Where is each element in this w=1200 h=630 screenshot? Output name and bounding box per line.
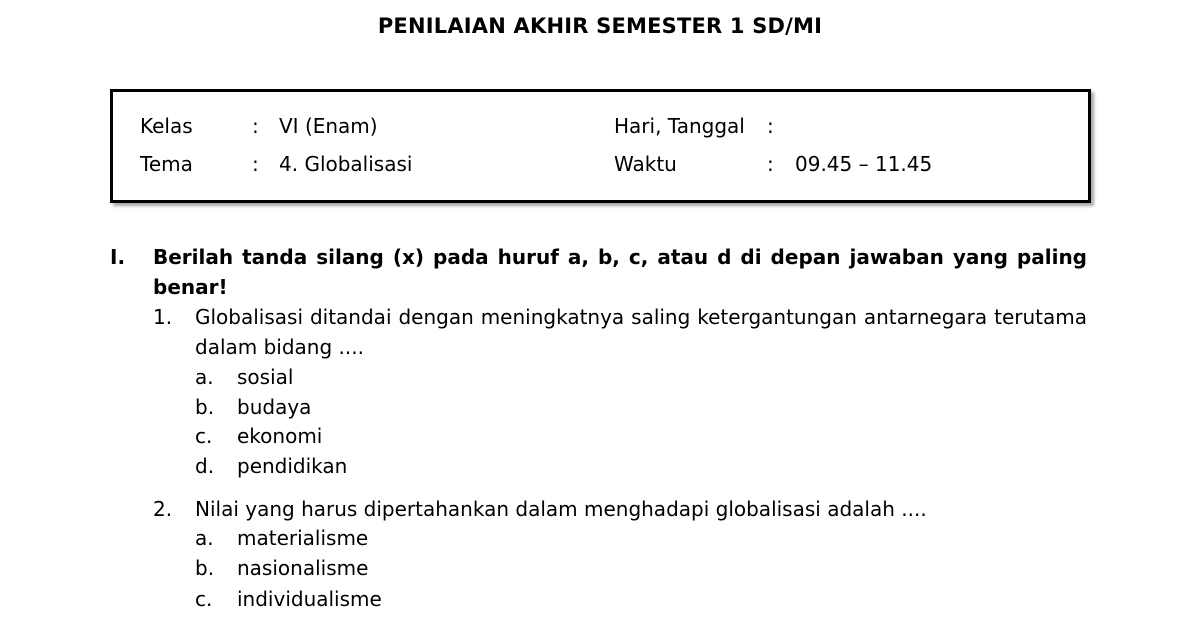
info-row-kelas bbox=[113, 112, 1088, 140]
hari-tanggal-label: Hari, Tanggal bbox=[614, 114, 745, 138]
waktu-value: 09.45 – 11.45 bbox=[795, 152, 933, 176]
tema-value: 4. Globalisasi bbox=[279, 152, 413, 176]
section-number: I. bbox=[110, 245, 126, 269]
exam-info-box bbox=[110, 89, 1091, 203]
option-text: pendidikan bbox=[237, 454, 348, 478]
kelas-label: Kelas bbox=[140, 114, 193, 138]
option-text: ekonomi bbox=[237, 424, 323, 448]
question-number: 2. bbox=[153, 497, 173, 521]
question-number: 1. bbox=[153, 305, 173, 329]
document-title: PENILAIAN AKHIR SEMESTER 1 SD/MI bbox=[377, 14, 823, 38]
question-text-line: dalam bidang .... bbox=[195, 335, 364, 359]
option-letter: d. bbox=[195, 454, 215, 478]
option-letter: c. bbox=[195, 424, 213, 448]
kelas-value: VI (Enam) bbox=[279, 114, 378, 138]
question-text bbox=[195, 302, 1087, 362]
option-text: sosial bbox=[237, 365, 294, 389]
option-text: nasionalisme bbox=[237, 556, 369, 580]
waktu-label: Waktu bbox=[614, 152, 677, 176]
question-text bbox=[195, 494, 1087, 524]
hari-tanggal-colon: : bbox=[767, 114, 774, 138]
option-text: budaya bbox=[237, 395, 312, 419]
question-text-line: Globalisasi ditandai dengan meningkatnya saling ketergantungan antarnegara terutama bbox=[195, 305, 1087, 329]
tema-label: Tema bbox=[140, 152, 193, 176]
info-row-tema bbox=[113, 150, 1088, 178]
option-text: materialisme bbox=[237, 526, 369, 550]
kelas-colon: : bbox=[252, 114, 259, 138]
waktu-colon: : bbox=[767, 152, 774, 176]
option-letter: a. bbox=[195, 365, 214, 389]
option-text: individualisme bbox=[237, 587, 382, 611]
option-letter: c. bbox=[195, 587, 213, 611]
section-instruction: Berilah tanda silang (x) pada huruf a, b, c, atau d di depan jawaban yang paling benar! bbox=[153, 245, 1087, 299]
option-letter: a. bbox=[195, 526, 214, 550]
question-text-line: Nilai yang harus dipertahankan dalam menghadapi globalisasi adalah .... bbox=[195, 497, 927, 521]
option-letter: b. bbox=[195, 556, 215, 580]
tema-colon: : bbox=[252, 152, 259, 176]
option-letter: b. bbox=[195, 395, 215, 419]
